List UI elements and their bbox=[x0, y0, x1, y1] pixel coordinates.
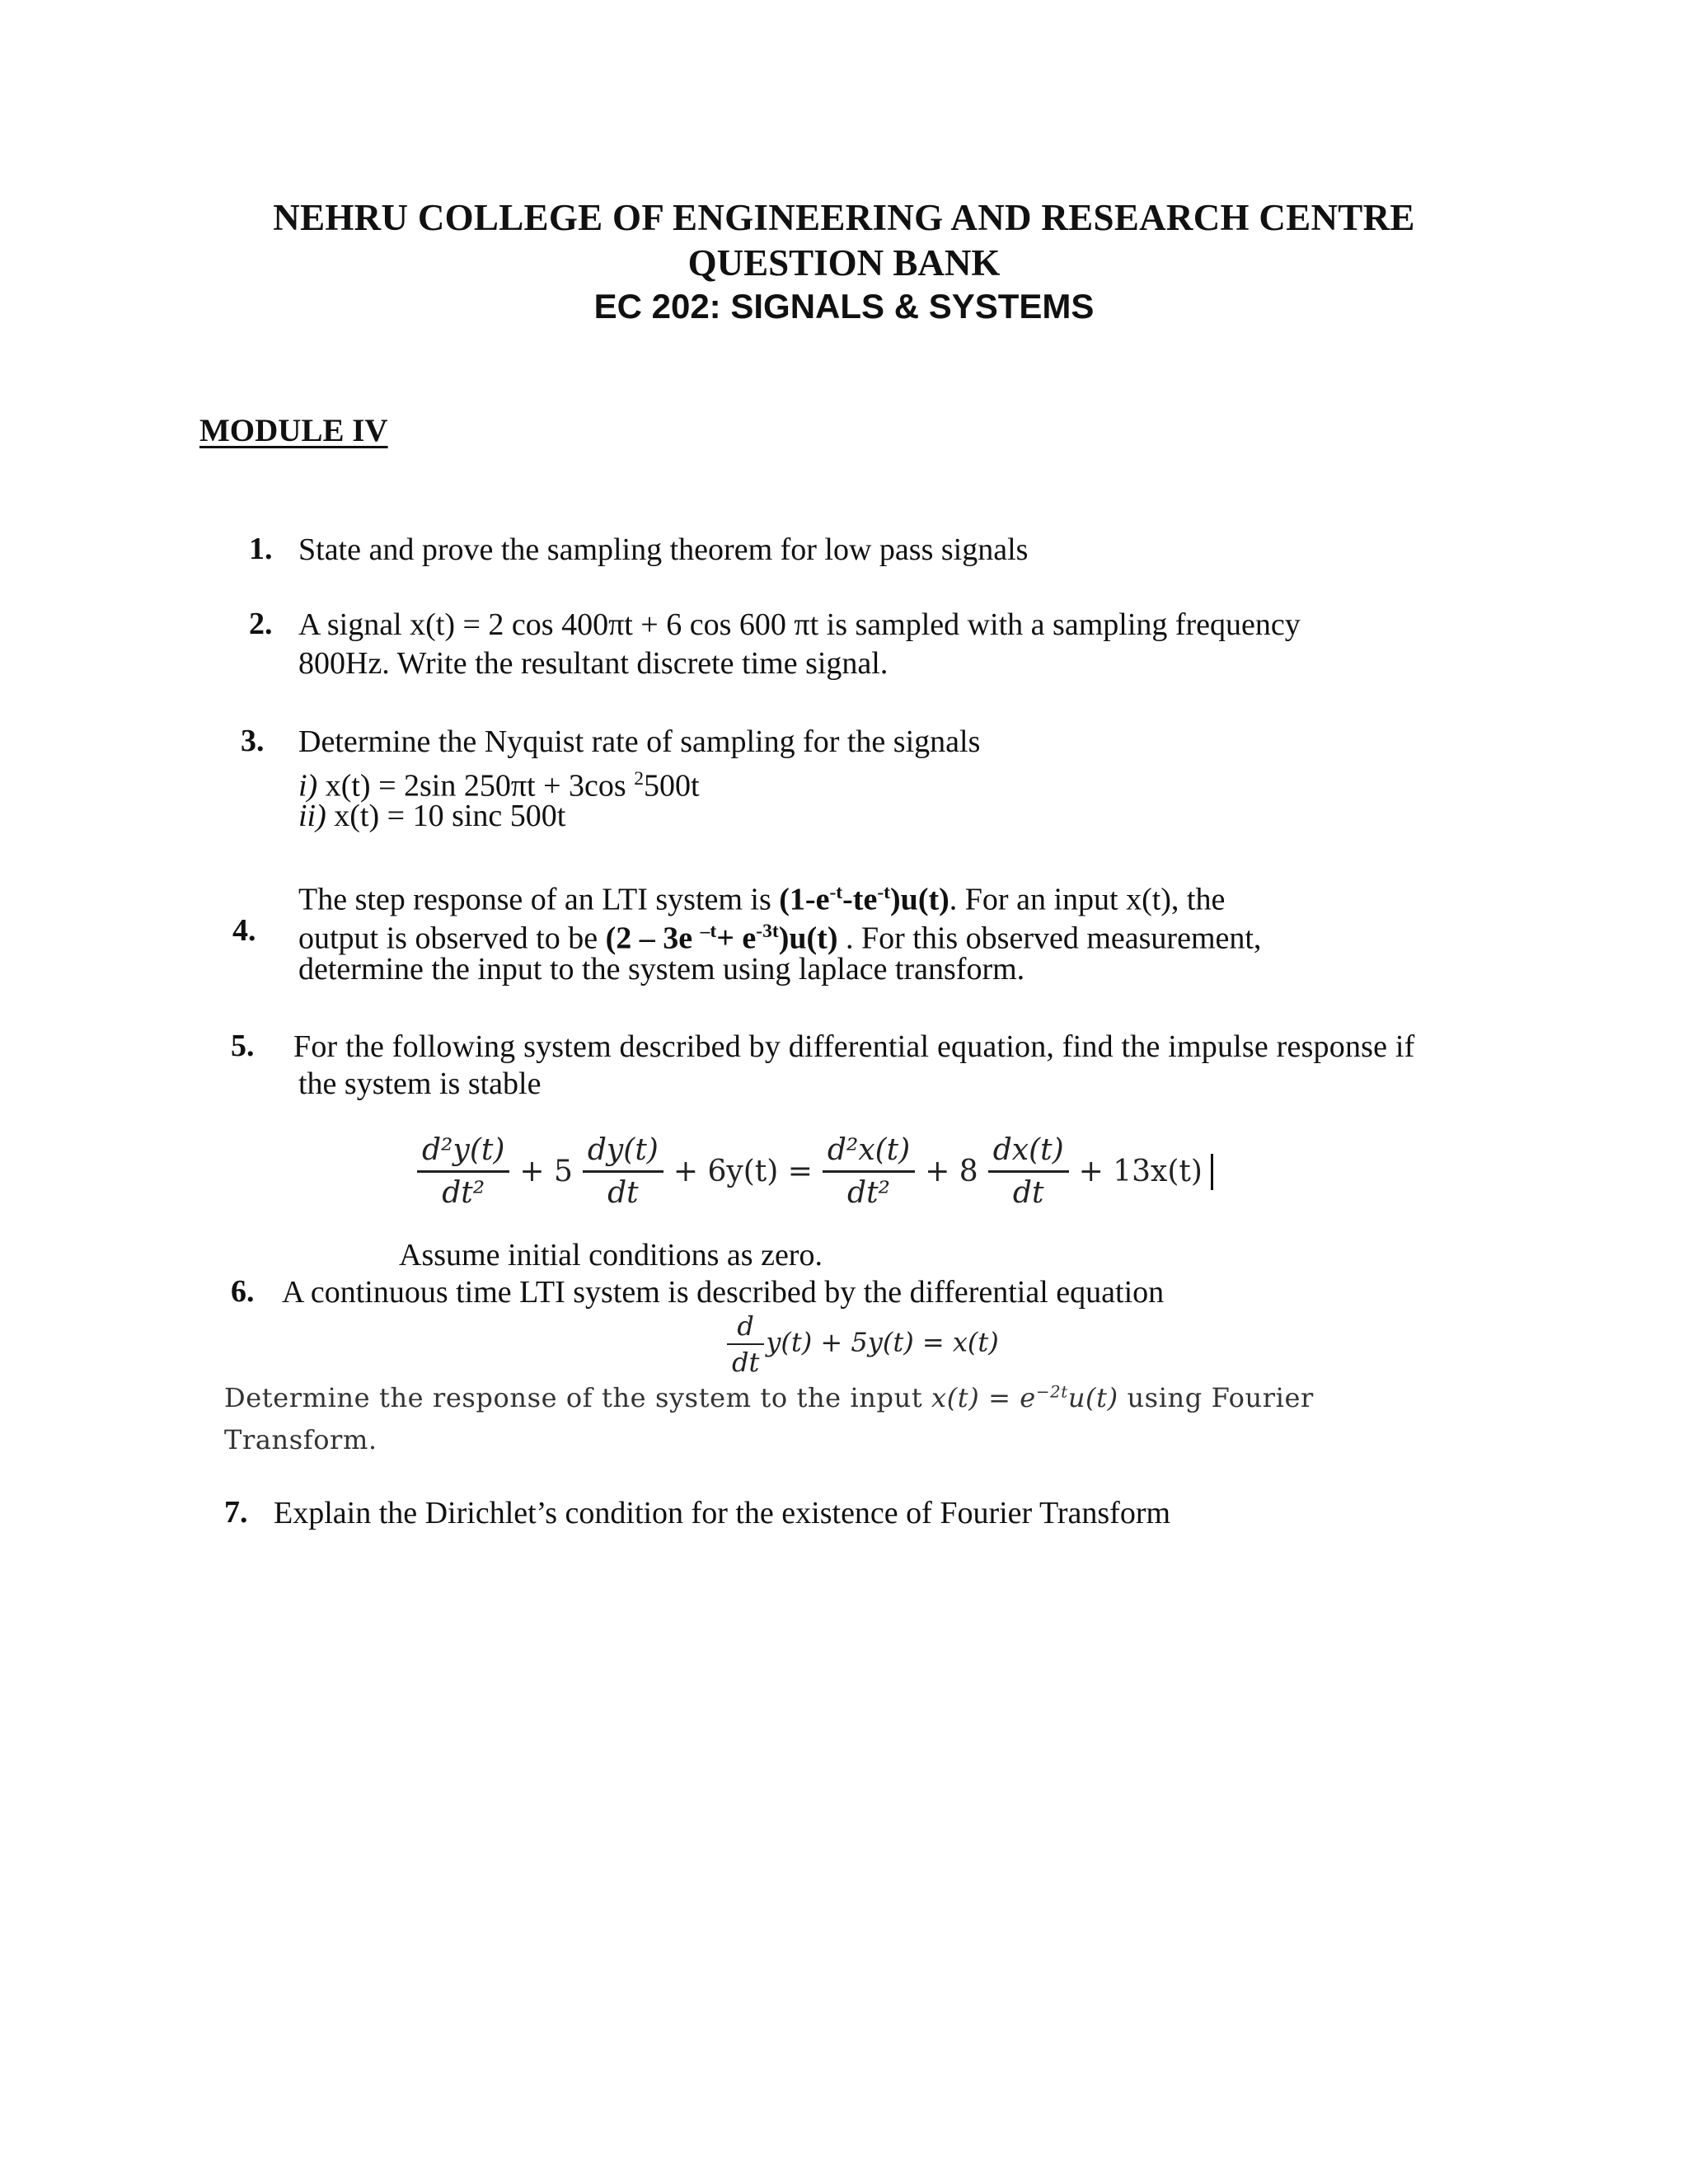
text: using Fourier bbox=[1118, 1382, 1314, 1413]
math-superscript: −2t bbox=[1035, 1382, 1068, 1402]
question-text: State and prove the sampling theorem for low pass signals bbox=[298, 532, 1029, 567]
text: output is observed to be bbox=[298, 921, 606, 956]
part-text: x(t) = 10 sinc 500t bbox=[326, 799, 566, 833]
question-part-ii bbox=[298, 797, 565, 835]
math-text: e bbox=[1020, 1382, 1036, 1413]
question-number: 5. bbox=[231, 1029, 255, 1063]
note-initial-conditions: Assume initial conditions as zero. bbox=[399, 1238, 823, 1272]
fraction bbox=[988, 1133, 1069, 1210]
question-number: 6. bbox=[231, 1274, 255, 1309]
bold-text: + e bbox=[716, 921, 757, 956]
differential-equation-q6 bbox=[725, 1310, 999, 1378]
question-text: Explain the Dirichlet’s condition for the existence of Fourier Transform bbox=[274, 1496, 1171, 1530]
text: = bbox=[979, 1382, 1020, 1413]
part-label: ii) bbox=[298, 799, 326, 833]
text: Determine the response of the system to the input bbox=[224, 1382, 932, 1413]
differential-equation-q5 bbox=[412, 1133, 1213, 1210]
question-followup-line-1 bbox=[224, 1382, 1314, 1413]
superscript: -t bbox=[829, 882, 843, 903]
question-text: Determine the Nyquist rate of sampling for the signals bbox=[298, 724, 981, 759]
numerator: dx(t) bbox=[988, 1133, 1069, 1173]
bold-text: -te bbox=[842, 882, 878, 917]
text: . For an input x(t), the bbox=[949, 882, 1226, 917]
module-heading: MODULE IV bbox=[199, 413, 388, 448]
question-followup-line-2: Transform. bbox=[224, 1424, 377, 1455]
question-number: 3. bbox=[241, 724, 265, 758]
bold-text: )u(t) bbox=[778, 921, 838, 956]
operator: + 6y(t) = bbox=[673, 1155, 813, 1188]
equation-rest: y(t) + 5y(t) = x(t) bbox=[766, 1326, 999, 1358]
fraction bbox=[417, 1133, 509, 1210]
bold-text: )u(t) bbox=[890, 882, 950, 917]
denominator: dt² bbox=[442, 1176, 485, 1210]
question-text-line-1: A signal x(t) = 2 cos 400πt + 6 cos 600 πt is sampled with a sampling frequency bbox=[298, 607, 1301, 642]
course-title: EC 202: SIGNALS & SYSTEMS bbox=[593, 287, 1095, 326]
question-text-line-2: 800Hz. Write the resultant discrete time signal. bbox=[298, 646, 889, 681]
operator: + 13x(t) bbox=[1078, 1155, 1203, 1188]
fraction bbox=[727, 1310, 764, 1378]
text: The step response of an LTI system is bbox=[298, 882, 780, 917]
numerator: d bbox=[727, 1310, 764, 1345]
numerator: d²y(t) bbox=[417, 1133, 509, 1173]
text: . For this observed measurement, bbox=[837, 921, 1262, 956]
question-text-line-1: For the following system described by differential equation, find the impulse response if bbox=[293, 1029, 1415, 1064]
part-label: i) bbox=[298, 768, 318, 804]
denominator: dt bbox=[1012, 1176, 1044, 1210]
numerator: d²x(t) bbox=[823, 1133, 915, 1173]
college-name: NEHRU COLLEGE OF ENGINEERING AND RESEARCH CENTRE bbox=[273, 197, 1415, 238]
document-type: QUESTION BANK bbox=[687, 242, 1001, 284]
superscript: –t bbox=[700, 921, 717, 942]
bold-text: (2 – 3e bbox=[605, 921, 701, 956]
math-text: x(t) bbox=[931, 1382, 980, 1413]
denominator: dt² bbox=[847, 1176, 890, 1210]
question-text-line-2: the system is stable bbox=[298, 1066, 542, 1101]
part-text: x(t) = 2sin 250πt + 3cos bbox=[317, 768, 635, 804]
superscript: -3t bbox=[756, 921, 779, 942]
question-text: A continuous time LTI system is described by the differential equation bbox=[282, 1275, 1165, 1310]
bold-text: (1-e bbox=[779, 882, 830, 917]
denominator: dt bbox=[732, 1347, 760, 1378]
operator: + 8 bbox=[925, 1155, 978, 1188]
question-number: 2. bbox=[249, 607, 273, 641]
text-cursor bbox=[1211, 1154, 1213, 1190]
denominator: dt bbox=[607, 1176, 639, 1210]
question-number: 7. bbox=[224, 1495, 248, 1530]
fraction bbox=[823, 1133, 915, 1210]
math-text: u(t) bbox=[1067, 1382, 1118, 1413]
question-number: 4. bbox=[232, 913, 256, 948]
question-text-line-3: determine the input to the system using laplace transform. bbox=[298, 952, 1025, 987]
fraction bbox=[583, 1133, 663, 1210]
superscript: -t bbox=[877, 882, 891, 903]
part-text-tail: 500t bbox=[643, 768, 700, 804]
numerator: dy(t) bbox=[583, 1133, 663, 1173]
part-superscript: 2 bbox=[634, 768, 644, 790]
question-number: 1. bbox=[249, 532, 273, 566]
operator: + 5 bbox=[519, 1155, 573, 1188]
